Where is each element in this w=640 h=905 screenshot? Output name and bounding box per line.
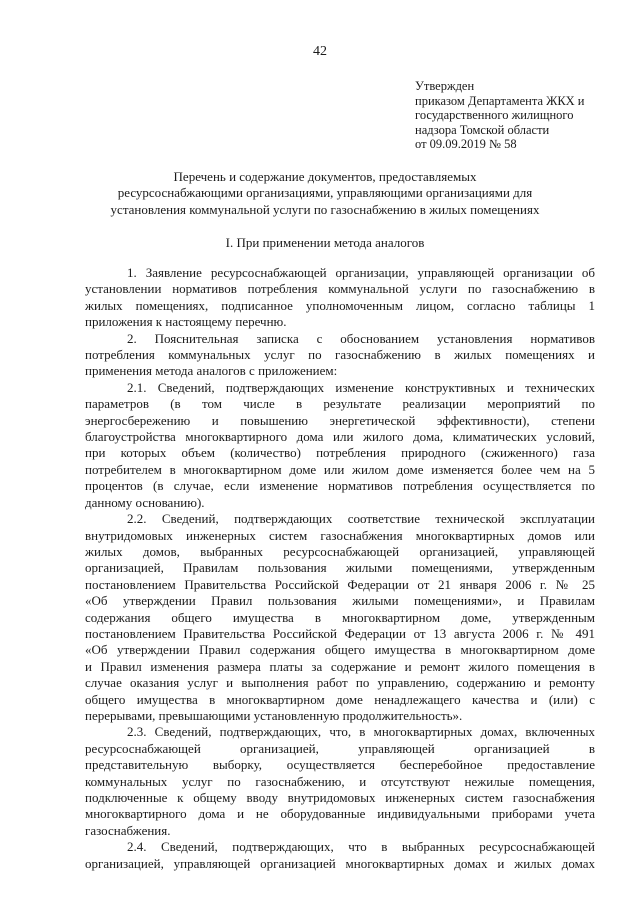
paragraph-line: потребителем в многоквартирном доме или жилом доме изменяется более чем на 5: [85, 461, 595, 477]
paragraph-line: энергосбережению и повышению энергетической эффективности), степени: [85, 412, 595, 428]
approval-line: Утвержден: [415, 79, 475, 93]
body-text: [85, 265, 595, 872]
document-title: [60, 169, 590, 218]
paragraph-line: ресурсоснабжающей организацией, управляющей организацией в: [85, 740, 595, 756]
paragraph-line: многоквартирного дома и не оборудованные индивидуальными приборами учета: [85, 806, 595, 822]
paragraph-line: организацией, управляющей организацией многоквартирных домах и жилых домах: [85, 855, 595, 871]
section-heading: I. При применении метода аналогов: [225, 235, 425, 250]
paragraph-line: установлении нормативов потребления коммунальной услуги по газоснабжению в: [85, 281, 595, 297]
paragraph-line: благоустройства многоквартирного дома или жилого дома, климатических условий,: [85, 429, 595, 445]
title-line: ресурсоснабжающими организациями, управляющими организациями для: [117, 185, 533, 201]
paragraph: [85, 265, 595, 331]
approval-stamp: [415, 79, 625, 152]
paragraph-line: содержания общего имущества в многоквартирном доме, утвержденным: [85, 609, 595, 625]
paragraph-line: жилых помещениях, подписанное уполномоченным лицом, согласно таблицы 1: [85, 297, 595, 313]
paragraph-line: данному основанию).: [85, 494, 205, 510]
paragraph-line: параметров (в том числе в результате реализации мероприятий по: [85, 396, 595, 412]
paragraph-line: 2. Пояснительная записка с обоснованием установления нормативов: [127, 330, 595, 346]
paragraph-line: внутридомовых инженерных систем газоснабжения многоквартирных домов или: [85, 527, 595, 543]
paragraph-line: потребления коммунальных услуг по газоснабжению в жилых помещениях и: [85, 347, 595, 363]
paragraph-line: приложения к настоящему перечню.: [85, 314, 287, 330]
paragraph-line: 2.1. Сведений, подтверждающих изменение конструктивных и технических: [127, 379, 595, 395]
title-line: установления коммунальной услуги по газоснабжению в жилых помещениях: [110, 201, 540, 217]
page-number: 42: [313, 44, 327, 59]
paragraph-line: и Правил изменения размера платы за содержание и ремонт жилого помещения в: [85, 658, 595, 674]
paragraph-line: 2.4. Сведений, подтверждающих, что в выбранных ресурсоснабжающей: [127, 839, 595, 855]
paragraph-line: газоснабжения.: [85, 822, 171, 838]
paragraph: [85, 511, 595, 724]
paragraph-line: 1. Заявление ресурсоснабжающей организации, управляющей организации об: [127, 265, 595, 280]
paragraph-line: постановлением Правительства Российской Федерации от 13 августа 2006 г. № 491: [85, 625, 595, 641]
approval-line: приказом Департамента ЖКХ и: [415, 93, 585, 108]
paragraph-line: применения метода аналогов с приложением:: [85, 363, 338, 379]
approval-line: надзора Томской области: [415, 122, 550, 137]
paragraph-line: случае оказания услуг и выполнения работ по управлению, содержанию и ремонту: [85, 675, 595, 691]
paragraph: [85, 380, 595, 511]
title-line: Перечень и содержание документов, предоставляемых: [173, 169, 477, 184]
approval-line: от 09.09.2019 № 58: [415, 137, 517, 151]
paragraph-line: представительную выборку, осуществляется бесперебойное предоставление: [85, 757, 595, 773]
paragraph-line: перерывами, превышающими установленную продолжительность».: [85, 707, 463, 723]
paragraph-line: 2.2. Сведений, подтверждающих соответствие технической эксплуатации: [127, 511, 595, 527]
paragraph-line: при которых объем (количество) потребления природного (сжиженного) газа: [85, 445, 595, 461]
paragraph-line: «Об утверждении Правил пользования жилыми помещениями», и Правилам: [85, 593, 595, 609]
paragraph: [85, 724, 595, 839]
paragraph-line: общего имущества в многоквартирном доме ненадлежащего качества и (или) с: [85, 691, 595, 707]
paragraph: [85, 839, 595, 872]
paragraph-line: постановлением Правительства Российской Федерации от 21 января 2006 г. № 25: [85, 576, 595, 592]
paragraph-line: жилых домов, выбранных ресурсоснабжающей организацией, управляющей: [85, 543, 595, 559]
paragraph-line: подключенные к общему вводу внутридомовых инженерных систем газоснабжения: [85, 790, 595, 805]
paragraph-line: 2.3. Сведений, подтверждающих, что, в многоквартирных домах, включенных: [127, 724, 595, 740]
approval-line: государственного жилищного: [415, 108, 574, 122]
paragraph: [85, 331, 595, 380]
paragraph-line: процентов (в случае, если изменение нормативов потребления осуществляется по: [85, 478, 595, 494]
paragraph-line: «Об утверждении Правил содержания общего имущества в многоквартирном доме: [85, 642, 595, 658]
paragraph-line: коммунальных услуг по газоснабжению, и отсутствуют нежилые помещения,: [85, 773, 595, 789]
paragraph-line: организацией, Правилам пользования жилыми помещениями, утвержденным: [85, 560, 595, 576]
